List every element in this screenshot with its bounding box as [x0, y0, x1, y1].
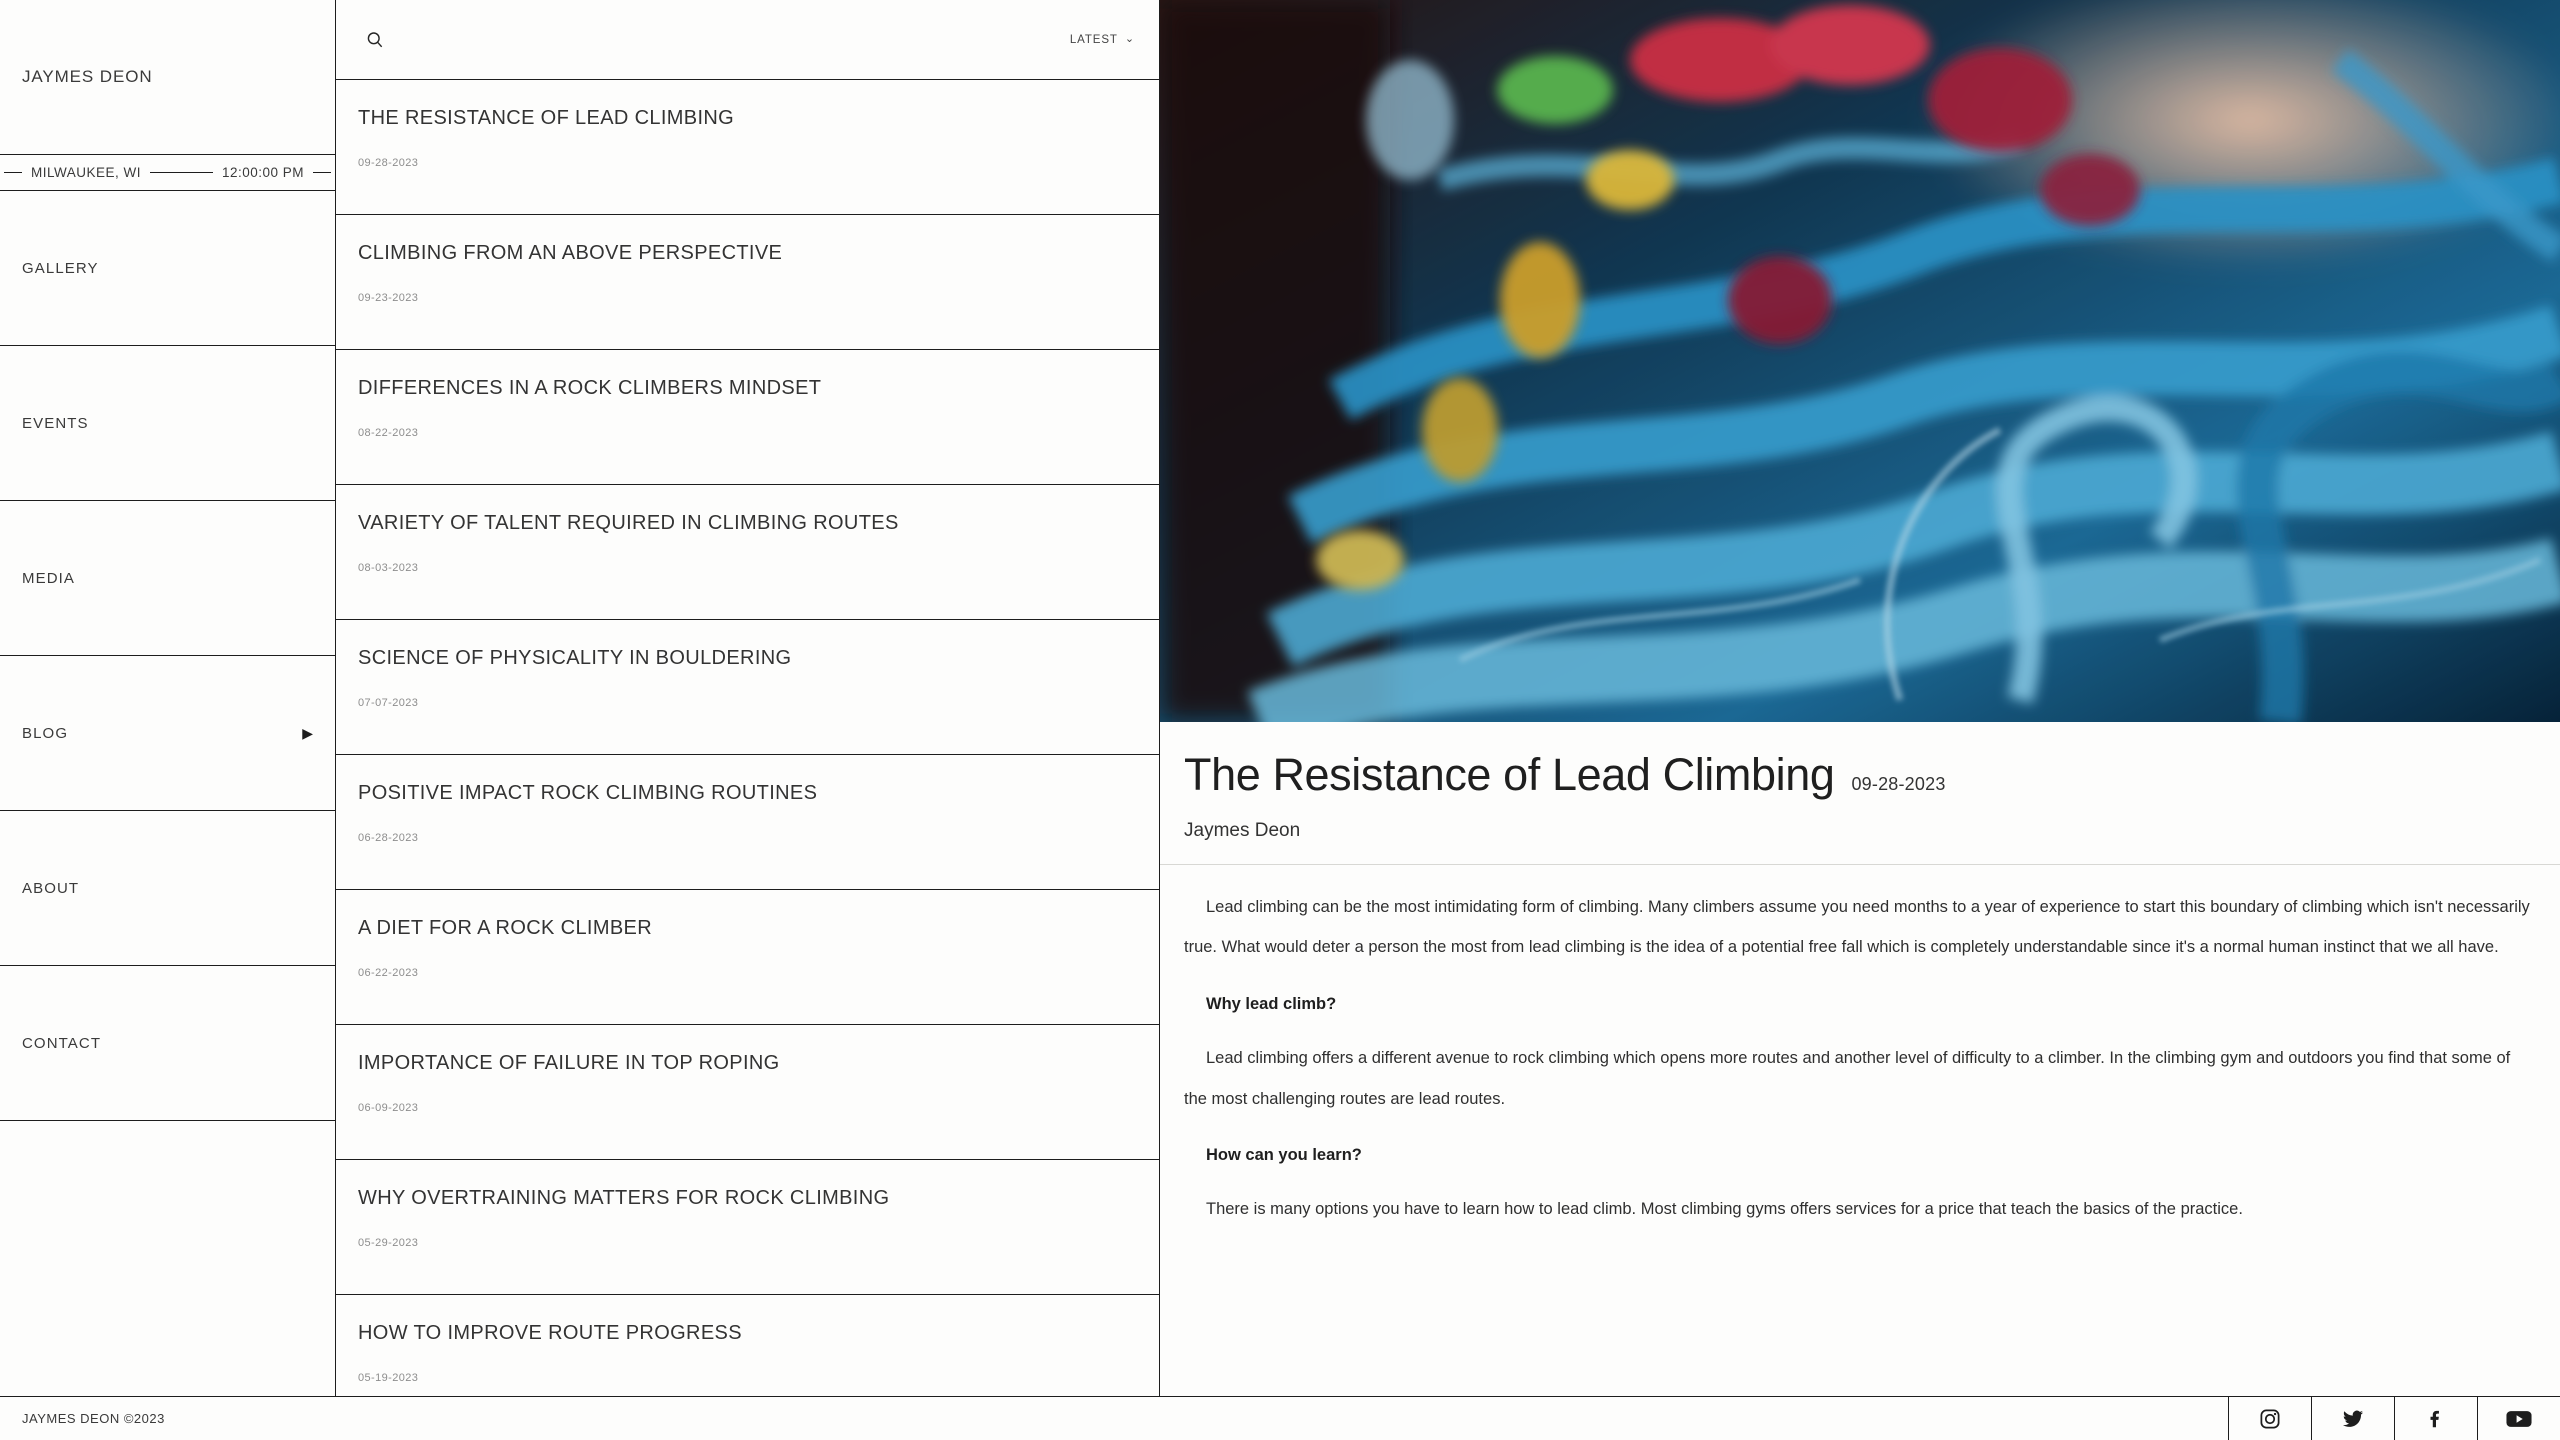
sidebar-item-label: MEDIA — [22, 569, 76, 587]
sidebar-item-label: EVENTS — [22, 414, 89, 432]
sidebar-item-label: GALLERY — [22, 259, 99, 277]
post-date: 07-07-2023 — [358, 697, 419, 709]
list-item[interactable] — [336, 1025, 1159, 1160]
rule-middle — [150, 172, 213, 174]
article-subheading: Why lead climb? — [1206, 994, 1337, 1013]
rule-right — [313, 172, 331, 174]
list-item[interactable] — [336, 485, 1159, 620]
post-date: 06-09-2023 — [358, 1102, 419, 1114]
sidebar-item-events[interactable] — [0, 346, 335, 501]
article-title-row — [1184, 749, 2560, 800]
post-title: A DIET FOR A ROCK CLIMBER — [358, 917, 653, 939]
list-item[interactable] — [336, 890, 1159, 1025]
post-date: 08-03-2023 — [358, 562, 419, 574]
article-paragraph: Lead climbing can be the most intimidating form of climbing. Many climbers assume you need months to a year of experience to start this boundary of climbing which isn't necessarily true. What would deter a person the most from lead climbing is the idea of a potential free fall which is completely understandable since it's a normal human instinct that we all have. — [1184, 897, 2530, 957]
footer — [0, 1396, 2560, 1440]
article-paragraph: Lead climbing offers a different avenue to rock climbing which opens more routes and another level of difficulty to a climber. In the climbing gym and outdoors you find that some of the most challenging routes are lead routes. — [1184, 1049, 2511, 1108]
search-button[interactable] — [358, 23, 392, 57]
twitter-icon — [2341, 1408, 2365, 1430]
sidebar — [0, 0, 336, 1396]
location-label: MILWAUKEE, WI — [31, 165, 142, 180]
list-item[interactable] — [336, 755, 1159, 890]
footer-copyright: JAYMES DEON ©2023 — [22, 1411, 165, 1426]
sort-dropdown[interactable] — [1070, 34, 1135, 46]
sidebar-item-label: BLOG — [22, 724, 69, 742]
post-title: POSITIVE IMPACT ROCK CLIMBING ROUTINES — [358, 782, 818, 804]
article-date: 09-28-2023 — [1851, 774, 1946, 794]
list-item[interactable] — [336, 620, 1159, 755]
article-paragraph: There is many options you have to learn how to lead climb. Most climbing gyms offers services for a price that teach the basics of the practice. — [1206, 1200, 2243, 1219]
brand-block[interactable] — [0, 0, 335, 155]
local-time: 12:00:00 PM — [221, 165, 304, 180]
post-title: VARIETY OF TALENT REQUIRED IN CLIMBING ROUTES — [358, 512, 899, 534]
brand-title: JAYMES DEON — [22, 67, 153, 86]
article-author: Jaymes Deon — [1184, 819, 1301, 841]
article-header — [1160, 722, 2560, 865]
post-list-toolbar — [336, 0, 1159, 80]
post-title: IMPORTANCE OF FAILURE IN TOP ROPING — [358, 1052, 780, 1074]
sort-dropdown-label: LATEST — [1069, 33, 1118, 46]
sidebar-empty-space — [0, 1121, 335, 1396]
post-title: THE RESISTANCE OF LEAD CLIMBING — [358, 107, 735, 129]
instagram-icon — [2259, 1408, 2281, 1430]
sidebar-item-label: CONTACT — [22, 1034, 102, 1052]
post-title: WHY OVERTRAINING MATTERS FOR ROCK CLIMBING — [358, 1187, 890, 1209]
list-item[interactable] — [336, 215, 1159, 350]
post-date: 05-19-2023 — [358, 1372, 419, 1384]
list-item[interactable] — [336, 350, 1159, 485]
post-title: HOW TO IMPROVE ROUTE PROGRESS — [358, 1322, 742, 1344]
youtube-icon — [2506, 1408, 2532, 1430]
sidebar-item-contact[interactable] — [0, 966, 335, 1121]
post-date: 05-29-2023 — [358, 1237, 419, 1249]
list-item[interactable] — [336, 1295, 1159, 1396]
chevron-down-icon: ⌄ — [1124, 33, 1135, 45]
sidebar-item-blog[interactable] — [0, 656, 335, 811]
climbing-ropes-photo — [1160, 0, 2560, 722]
sidebar-item-about[interactable] — [0, 811, 335, 966]
post-title: DIFFERENCES IN A ROCK CLIMBERS MINDSET — [358, 377, 822, 399]
post-date: 06-28-2023 — [358, 832, 419, 844]
article-body — [1160, 865, 2560, 1396]
rule-left — [4, 172, 22, 174]
sidebar-item-gallery[interactable] — [0, 191, 335, 346]
post-title: SCIENCE OF PHYSICALITY IN BOULDERING — [358, 647, 792, 669]
facebook-icon — [2425, 1408, 2447, 1430]
sidebar-item-media[interactable] — [0, 501, 335, 656]
article-panel — [1160, 0, 2560, 1396]
youtube-link[interactable] — [2477, 1397, 2560, 1440]
post-list-panel — [336, 0, 1160, 1396]
location-time-bar — [0, 155, 335, 191]
list-item[interactable] — [336, 1160, 1159, 1295]
facebook-link[interactable] — [2394, 1397, 2477, 1440]
post-date: 08-22-2023 — [358, 427, 419, 439]
instagram-link[interactable] — [2228, 1397, 2311, 1440]
post-date: 09-23-2023 — [358, 292, 419, 304]
social-links — [2228, 1397, 2560, 1440]
article-subheading: How can you learn? — [1206, 1146, 1362, 1164]
page-title: The Resistance of Lead Climbing — [1184, 749, 1835, 800]
sidebar-item-label: ABOUT — [22, 879, 80, 897]
twitter-link[interactable] — [2311, 1397, 2394, 1440]
post-list — [336, 80, 1159, 1396]
post-date: 06-22-2023 — [358, 967, 419, 979]
list-item[interactable] — [336, 80, 1159, 215]
article-hero-image — [1160, 0, 2560, 722]
post-title: CLIMBING FROM AN ABOVE PERSPECTIVE — [358, 242, 783, 264]
chevron-right-icon: ▶ — [302, 725, 313, 741]
post-date: 09-28-2023 — [358, 157, 419, 169]
search-icon — [365, 30, 385, 50]
